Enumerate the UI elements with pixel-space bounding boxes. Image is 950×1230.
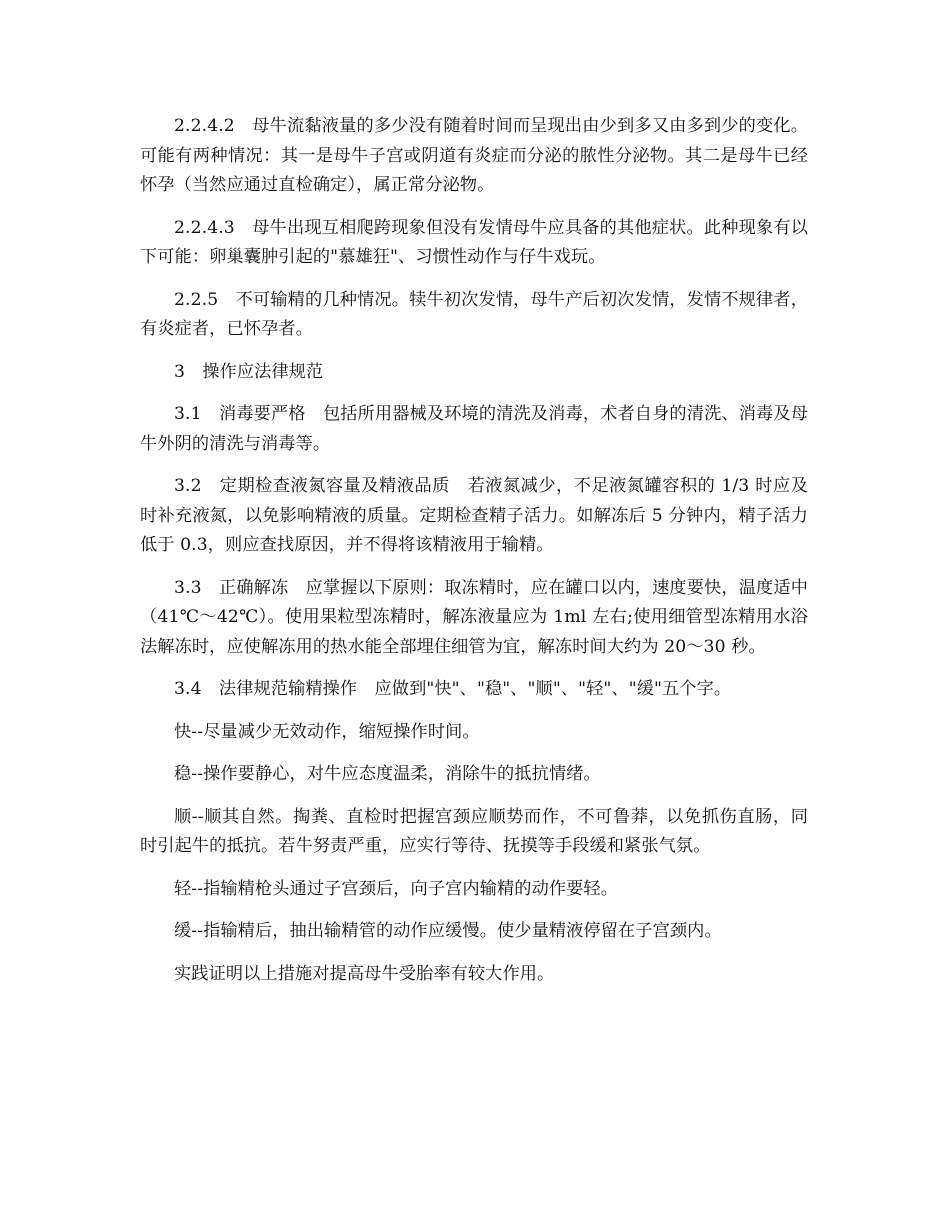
- paragraph-conclusion: 实践证明以上措施对提高母牛受胎率有较大作用。: [174, 963, 555, 984]
- paragraph-2-2-5: 2.2.5 不可输精的几种情况。犊牛初次发情，母牛产后初次发情，发情不规律者，有炎症者，已怀孕者。: [140, 289, 808, 339]
- section-heading-3: 3 操作应法律规范: [174, 361, 324, 382]
- paragraph-qing: 轻--指输精枪头通过子宫颈后，向子宫内输精的动作要轻。: [174, 878, 619, 899]
- paragraph-3-4: 3.4 法律规范输精操作 应做到"快"、"稳"、"顺"、"轻"、"缓"五个字。: [174, 679, 732, 699]
- paragraph-shun: 顺--顺其自然。掏粪、直检时把握宫颈应顺势而作，不可鲁莽，以免抓伤直肠，同时引起牛的抵抗。若牛努责严重，应实行等待、抚摸等手段缓和紧张气氛。: [140, 806, 808, 856]
- paragraph-huan: 缓--指输精后，抽出输精管的动作应缓慢。使少量精液停留在子宫颈内。: [174, 921, 722, 941]
- paragraph-wen: 稳--操作要静心，对牛应态度温柔，消除牛的抵抗情绪。: [174, 764, 601, 784]
- paragraph-2-2-4-2: 2.2.4.2 母牛流黏液量的多少没有随着时间而呈现出由少到多又由多到少的变化。可能有两种情况：其一是母牛子宫或阴道有炎症而分泌的脓性分泌物。其二是母牛已经怀孕（当然应通过直检确定），属正常分泌物。: [140, 116, 808, 195]
- document-body: [140, 112, 808, 1002]
- paragraph-kuai: 快--尽量减少无效动作，缩短操作时间。: [174, 721, 480, 742]
- paragraph-3-2: 3.2 定期检查液氮容量及精液品质 若液氮减少，不足液氮罐容积的 1/3 时应及时补充液氮，以免影响精液的质量。定期检查精子活力。如解冻后 5 分钟内，精子活力低于 0.3，则应查找原因，并不得将该精液用于输精。: [140, 476, 808, 555]
- paragraph-3-1: 3.1 消毒要严格 包括所用器械及环境的清洗及消毒，术者自身的清洗、消毒及母牛外阴的清洗与消毒等。: [140, 404, 808, 454]
- paragraph-3-3: 3.3 正确解冻 应掌握以下原则：取冻精时，应在罐口以内，速度要快，温度适中（41℃～42℃）。使用果粒型冻精时，解冻液量应为 1ml 左右;使用细管型冻精用水浴法解冻时，应使解冻用的热水能全部埋住细管为宜，解冻时间大约为 20～30 秒。: [140, 577, 808, 657]
- paragraph-2-2-4-3: 2.2.4.3 母牛出现互相爬跨现象但没有发情母牛应具备的其他症状。此种现象有以下可能：卵巢囊肿引起的"慕雄狂"、习惯性动作与仔牛戏玩。: [140, 217, 808, 267]
